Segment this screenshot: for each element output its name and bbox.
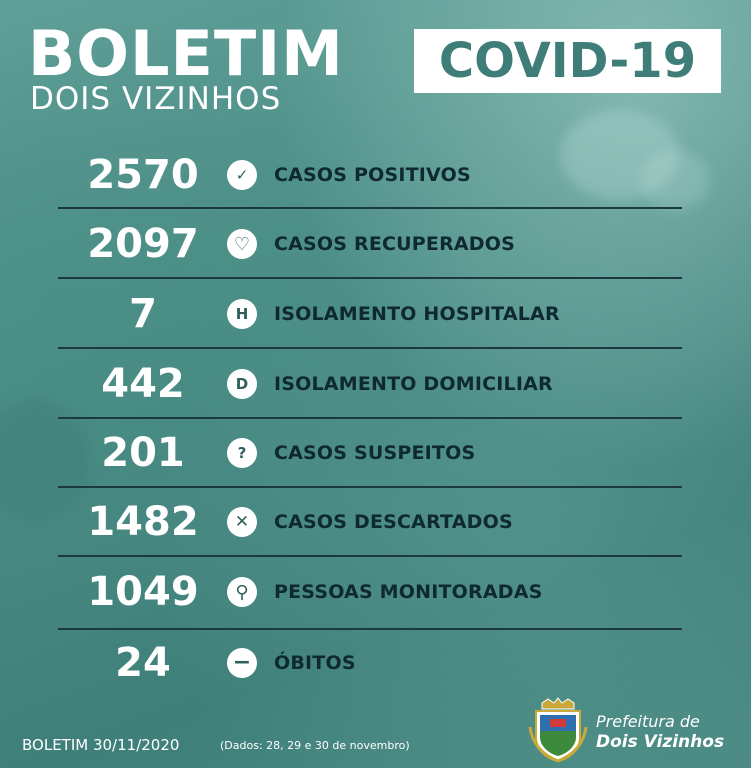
stat-row	[58, 557, 682, 627]
hospital-h-icon: H	[227, 299, 257, 329]
magnifier-icon: ⚲	[227, 577, 257, 607]
stat-label: ISOLAMENTO DOMICILIAR	[274, 373, 553, 395]
row-divider	[58, 277, 682, 279]
stat-label: CASOS DESCARTADOS	[274, 511, 513, 533]
bulletin-date: BOLETIM 30/11/2020	[22, 736, 180, 754]
stat-value: 201	[101, 430, 185, 476]
stat-row	[58, 349, 682, 419]
stat-row	[58, 418, 682, 488]
stat-value: 1049	[87, 569, 199, 615]
minus-icon: −	[227, 648, 257, 678]
stat-value: 2097	[87, 221, 199, 267]
data-note: (Dados: 28, 29 e 30 de novembro)	[220, 739, 410, 752]
city-coat-of-arms-icon	[528, 697, 588, 763]
stat-label: CASOS POSITIVOS	[274, 164, 471, 186]
stat-row	[58, 140, 682, 210]
stat-label: CASOS RECUPERADOS	[274, 233, 516, 255]
heart-icon: ♡	[227, 229, 257, 259]
row-divider	[58, 347, 682, 349]
stat-label: ISOLAMENTO HOSPITALAR	[274, 303, 560, 325]
row-divider	[58, 486, 682, 488]
domicile-d-icon: D	[227, 369, 257, 399]
bulletin-title: BOLETIM	[28, 17, 344, 90]
row-divider	[58, 555, 682, 557]
stat-value: 1482	[87, 499, 199, 545]
stat-value: 442	[101, 361, 185, 407]
row-divider	[58, 207, 682, 209]
stat-value: 7	[129, 291, 157, 337]
stat-value: 24	[115, 640, 171, 686]
stat-label: CASOS SUSPEITOS	[274, 442, 476, 464]
row-divider	[58, 417, 682, 419]
stat-label: PESSOAS MONITORADAS	[274, 581, 543, 603]
stat-row	[58, 628, 682, 698]
covid-badge	[414, 29, 721, 93]
prefeitura-city-label: Dois Vizinhos	[596, 732, 725, 752]
stat-row	[58, 487, 682, 557]
stat-value: 2570	[87, 152, 199, 198]
prefeitura-label: Prefeitura de	[596, 712, 700, 731]
covid-badge-text: COVID-19	[438, 33, 697, 89]
x-icon: ✕	[227, 507, 257, 537]
row-divider	[58, 628, 682, 630]
stat-row	[58, 209, 682, 279]
question-icon: ?	[227, 438, 257, 468]
stat-label: ÓBITOS	[274, 652, 356, 674]
check-icon: ✓	[227, 160, 257, 190]
city-subtitle: DOIS VIZINHOS	[30, 81, 282, 117]
stat-row	[58, 279, 682, 349]
